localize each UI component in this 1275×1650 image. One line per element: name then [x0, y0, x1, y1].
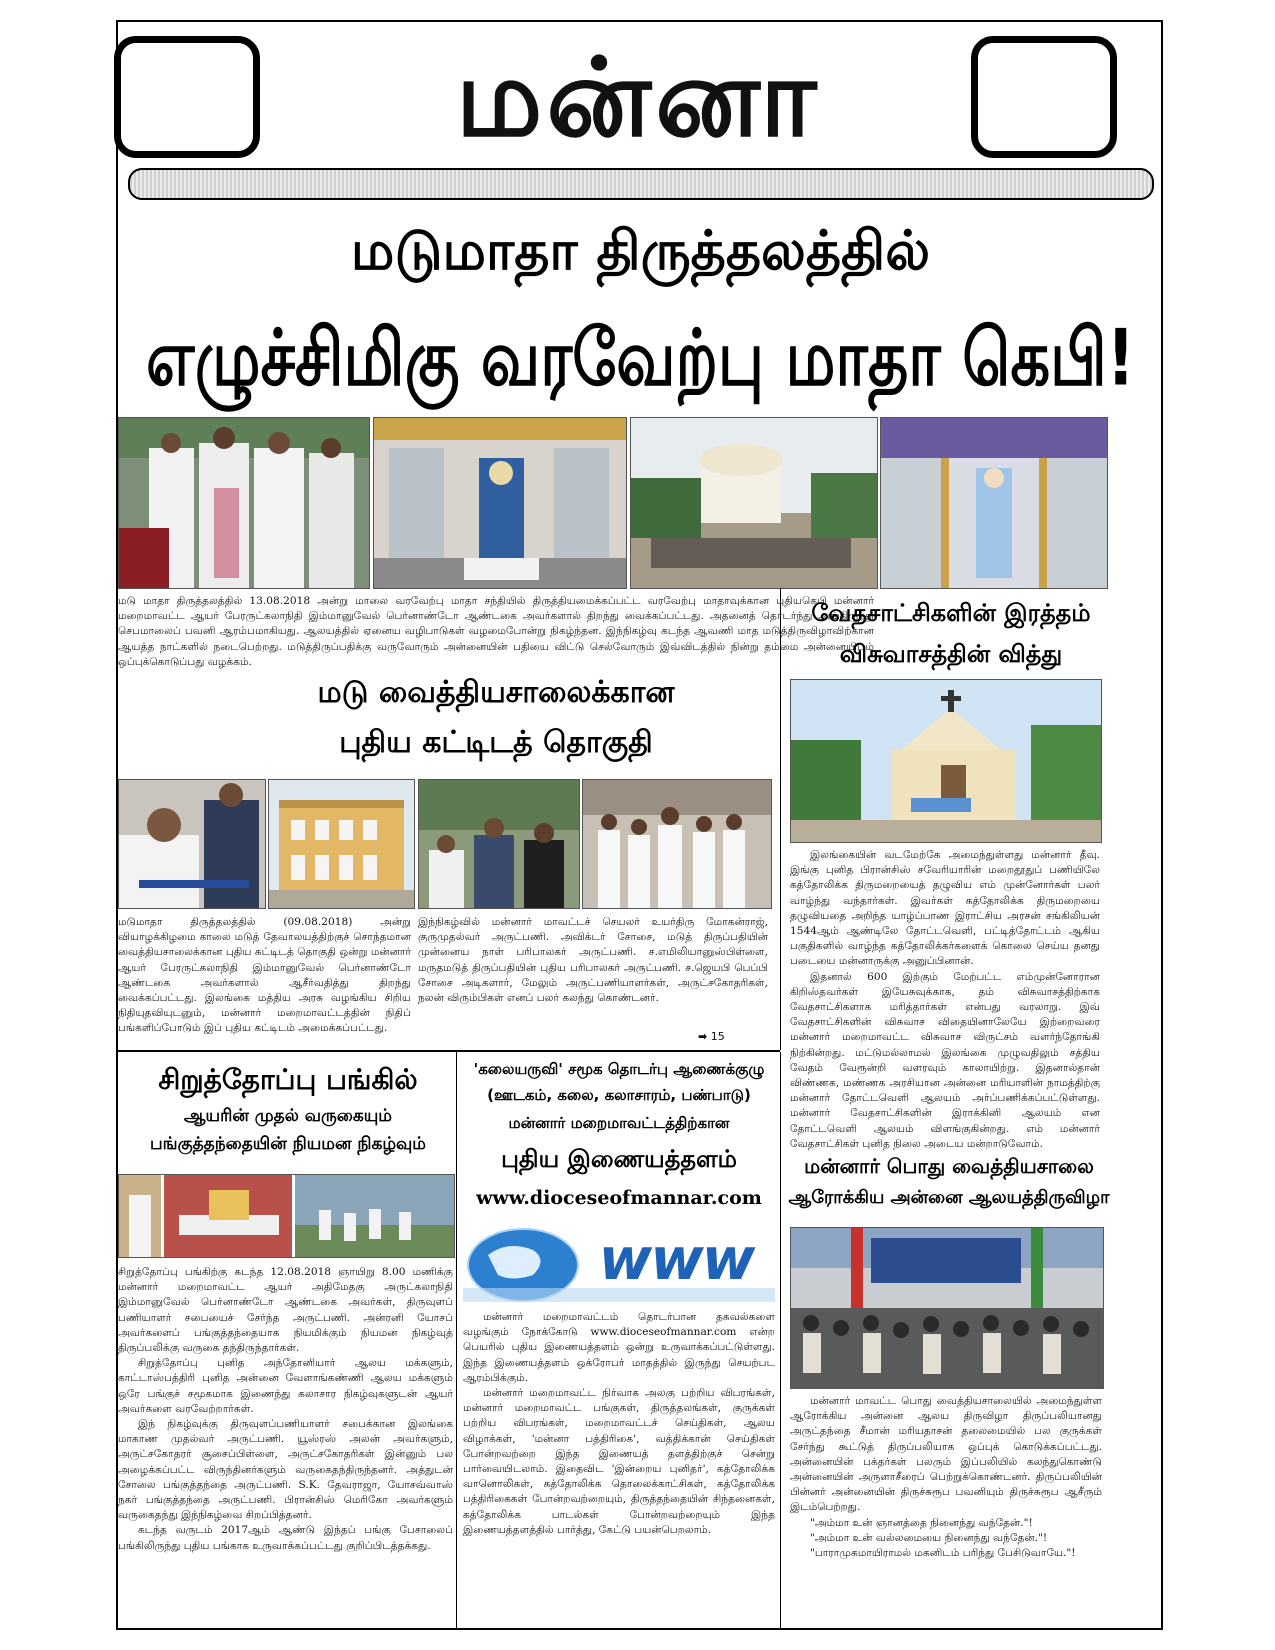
feast-body-paragraph1: மன்னார் மாவட்ட பொது வைத்தியசாலையில் அமைந்துள்ள ஆரோக்கிய அன்னை ஆலய திருவிழா திருப்பலியானது அருட்தந்தை சீமான் மரியதாசன் தலைமையில் பல குருக்கள் சேர்ந்து கூட்டுத் திருப்பலியாக ஒப்புக் கொடுக்கப்பட்டது. அன்னையின் பக்தர்கள் பலரும் இப்பலியில் கலந்துகொண்டு அன்னையின் அருளாசீரைப் பெற்றுக்கொண்டனர். திருப்பலியின் பின்னர் அன்னையின் திருச்சுரூப பவனியும் திருச்சுரூப ஆசீரும் இடம்பெற்றது. [790, 1395, 1102, 1514]
www-globe-graphic [463, 1220, 775, 1302]
lead-headline-line2: எழுச்சிமிகு வரவேற்பு மாதா கெபி! [146, 312, 1135, 404]
lead-body [118, 594, 874, 670]
lead-body-paragraph: மடு மாதா திருத்தலத்தில் 13.08.2018 அன்று மாலை வரவேற்பு மாதா சந்தியில் திருத்தியமைக்கப்பட்ட வரவேற்பு மாதாவுக்கான புதியகெபி மன்னார் மறைமாவட்ட ஆயர் பேரருட்கலாநிதி இம்மானுவேல் பெர்னாண்டோ ஆண்டகை அவர்களால் திறந்து வைக்கப்பட்டது. அதனைத் தொடர்ந்து அங்கிருந்து செபமாலைப் பவனி ஆரம்பமாகியது. ஆலயத்தில் ஏனைய வழிபாடுகள் வழமைபோன்று நிகழ்ந்தன. இந்நிகழ்வு கடந்த ஆவணி மாத மடுத்திருவிழாவிற்கான ஆயத்த நாட்களில் நடைபெற்றது. மடுத்திருப்பதிக்கு வருவோரும் அன்னையின் பதியை விட்டு செல்வோரும் இவ்விடத்தில் நின்று தம்மை அன்னையிடம் ஒப்புக்கொடுப்பது வழக்கம். [118, 595, 874, 668]
feast-quote-3: "பாராமுகமாயிராமல் மகனிடம் பரிந்து பேசிடுவாயே."! [810, 1547, 1076, 1560]
martyrs-photo-church [790, 679, 1102, 843]
martyrs-body-paragraph1: இலங்கையின் வடமேற்கே அமைந்துள்ளது மன்னார் தீவு. இங்கு புனித பிரான்சிஸ் சவேரியாரின் மறைதூதுப் பணியிலே கத்தோலிக்க திருமறையைத் தழுவிய எம் முன்னோர்கள் பலர் வாழ்ந்து வந்தார்கள். இவர்கள் கத்தோலிக்க திருமறையை தழுவியதை அறிந்த யாழ்ப்பாண இராட்சிய அரசன் சங்கிலியன் 1544ஆம் ஆண்டிலே தோட்டவெளி, பட்டித்தோட்டம் ஆகிய பகுதிகளில் வாழ்ந்த கத்தோலிக்கர்களைக் கொலை செய்ய தனது படையை மன்னாருக்கு அனுப்பினான். [790, 849, 1100, 968]
hospital-body-col1 [118, 915, 411, 1037]
feast-headline-line2: ஆரோக்கிய அன்னை ஆலயத்திருவிழா [788, 1187, 1110, 1208]
hospital-photo-nurses [582, 779, 772, 909]
feast-headline-line1: மன்னார் பொது வைத்தியசாலை [804, 1154, 1094, 1178]
website-headline-line2: (ஊடகம், கலை, கலாசாரம், பண்பாடு) [487, 1086, 751, 1104]
parish-body-paragraph2: சிறுத்தோப்பு புனித அந்தோனியார் ஆலய மக்களும், காட்டாஸ்பத்திரி புனித அன்னை வேளாங்கண்ணி ஆலய மக்களும் ஒரே பங்குச் சமூகமாக இணைந்து கலாசார நிகழ்வுகளுடன் ஆயர் அவர்களை வரவேற்றார்கள். [118, 1357, 453, 1415]
parish-subhead-line1: ஆயரின் முதல் வருகையும் [184, 1106, 392, 1126]
website-body-paragraph1: மன்னார் மறைமாவட்டம் தொடர்பான தகவல்களை வழங்கும் நோக்கோடு www.dioceseofmannar.com என்ற பெயரில் புதிய இணையத்தளம் ஒன்று உருவாக்கப்பட்டுள்ளது. இந்த இணையத்தளம் ஒக்ரோபர் மாதத்தில் இருந்து செயற்பட ஆரம்பிக்கும். [463, 1311, 775, 1384]
website-url[interactable]: www.dioceseofmannar.com [476, 1187, 762, 1209]
parish-column-divider [456, 1052, 457, 1630]
hospital-body-col2-text: இந்நிகழ்வில் மன்னார் மாவட்டச் செயலர் உயர்திரு மோகன்ராஜ், குருமுதல்வர் அருட்பணி. அவிக்டர் சோசை, மடுத் திருப்பதியின் முன்னைய நாள் பரிபாலகர் அருட்பணி. ச.எமிலியானுஸ்பிள்ளை, மருதமடுத் திருப்பதியின் புதிய பரிபாலகர் அருட்பணி. ச.ஜெயபி பெப்பி சோசை அடிகளார், மேலும் அருட்பணியாளர்கள், அருட்சகோதரிகள், நலன் விரும்பிகள் எனப் பலர் கலந்து கொண்டனர். [418, 916, 768, 1005]
hospital-body-col2 [418, 915, 768, 1006]
martyrs-body-paragraph2: இதனால் 600 இற்கும் மேற்பட்ட எம்முன்னோரான கிறிஸ்தவர்கள் இயேசுவுக்காக, தம் விசுவாசத்திற்காக வேதசாட்சிகளாக மரித்தார்கள் என்பது வரலாறு. இவ் வேதசாட்சிகளின் விசுவாச விதையினாலேயே இற்றைவரை மன்னார் மறைமாவட்ட விசுவாச விருட்சம் வளர்ந்தோங்கி நிற்கின்றது. மட்டுமல்லாமல் இலங்கை முழுவதிலும் சத்திய வேதம் வேரூன்றி வளரவும் காலாயிற்று. இதனால்தான் விண்ணக, மண்ணக அரசியான அன்னை மரியாளின் நாமத்திற்கு மன்னார் தோட்டவெளி ஆலயம் அர்ப்பணிக்கப்பட்டுள்ளது. மன்னார் வேதசாட்சிகளின் இராக்கினி ஆலயம் என தோட்டவெளி ஆலயம் விளங்குகின்றது. எம் மன்னார் வேதசாட்சிகள் புனித நிலை அடைய மன்றாடுவோம். [790, 970, 1100, 1150]
hospital-headline-line2: புதிய கட்டிடத் தொகுதி [339, 725, 653, 760]
section-divider [118, 1050, 780, 1052]
hospital-photo-prayer [418, 779, 580, 909]
masthead-title: மன்னா [455, 36, 821, 161]
www-graphic-text: www [598, 1225, 754, 1293]
feast-body [790, 1394, 1102, 1561]
martyrs-headline-line2: விசுவாசத்தின் வித்து [839, 640, 1063, 668]
parish-headline: சிறுத்தோப்பு பங்கில் [158, 1063, 418, 1096]
feast-photo [790, 1227, 1104, 1389]
continued-marker [698, 1030, 725, 1043]
lead-photo-shrine [373, 417, 627, 589]
martyrs-body [790, 848, 1100, 1152]
hospital-body-col1-text: மடுமாதா திருத்தலத்தில் (09.08.2018) அன்று வியாழக்கிழமை காலை மடுத் தேவாலயத்திற்குச் சொந்தமான வைத்தியசாலைக்கான புதிய கட்டிடத் தொகுதி ஒன்று மன்னார் ஆயர் பேரருட்கலாநிதி இம்மானுவேல் பெர்னாண்டோ ஆண்டகை அவர்களால் ஆசீர்வதித்து திறந்து வைக்கப்பட்டது. இலங்கை மத்திய அரசு வழங்கிய சிறிய நிதியுதவியுடனும், மன்னார் மறைமாவட்டத்தின் நிதிப் பங்களிப்போடும் இப் புதிய கட்டிடம் அமைக்கப்பட்டது. [118, 916, 411, 1035]
masthead-divider [128, 168, 1154, 200]
masthead-left-box [114, 36, 260, 158]
hospital-photo-ribbon [118, 779, 266, 909]
lead-photo-statue [880, 417, 1108, 589]
parish-subhead-line2: பங்குத்தந்தையின் நியமன நிகழ்வும் [150, 1134, 426, 1154]
parish-photos [118, 1174, 455, 1258]
arrow-right-icon: ➡ [698, 1030, 708, 1043]
website-headline-line4: புதிய இணையத்தளம் [501, 1145, 737, 1173]
martyrs-headline-line1: வேதசாட்சிகளின் இரத்தம் [811, 599, 1091, 627]
parish-body [118, 1265, 453, 1554]
parish-body-paragraph4: கடந்த வருடம் 2017ஆம் ஆண்டு இந்தப் பங்கு பேசாலைப் பங்கிலிருந்து புதிய பங்காக உருவாக்கப்பட்டது குறிப்பிடத்தக்கது. [118, 1524, 453, 1552]
lead-headline-line1: மடுமாதா திருத்தலத்தில் [350, 219, 931, 282]
newspaper-page [116, 20, 1163, 1630]
website-headline-line3: மன்னார் மறைமாவட்டத்திற்கான [508, 1114, 730, 1132]
column-divider [780, 588, 781, 1050]
hospital-headline-line1: மடு வைத்தியசாலைக்கான [317, 675, 675, 710]
website-body [463, 1310, 775, 1538]
parish-body-paragraph1: சிறுத்தோப்பு பங்கிற்கு கடந்த 12.08.2018 ஞாயிறு 8.00 மணிக்கு மன்னார் மறைமாவட்ட ஆயர் அதிமேதகு அருட்கலாநிதி இம்மானுவேல் பெர்னாண்டோ ஆண்டகை அவர்கள், திருவுளப் பணியாளர் சபையைச் சேர்ந்த அருட்பணி. அன்ரனி யோசப் அவர்களைப் பங்குத்தந்தையாக நியமிக்கும் நியமன நிகழ்வுத் திருப்பலிக்கு வருகை தந்திருந்தார்கள். [118, 1266, 453, 1355]
website-column-divider [780, 1052, 781, 1630]
feast-quote-2: "அம்மா உன் வல்லமையை நினைந்து வந்தேன்."! [810, 1531, 1048, 1544]
continued-page-number: 15 [710, 1030, 725, 1043]
lead-photo-bishop [118, 417, 370, 589]
hospital-photo-building [268, 779, 415, 909]
parish-body-paragraph3: இந் நிகழ்வுக்கு திருவுளப்பணியாளர் சபைக்கான இலங்கை மாகாண முதல்வர் அருட்பணி. யூஸ்ரஸ் அலன் அவர்களும், அருட்சகோதரர் சூசைப்பிள்ளை, அருட்சகோதரிகள் இன்னும் பல அழைக்கப்பட்ட விருந்தினர்களும் வருகைதந்திருந்தனர். அத்துடன் சோலை பங்குத்தந்தை அருட்பணி. S.K. தேவராஜா, யோசவ்வாஸ் நகர் பங்குத்தந்தை அருட்பணி. பிரான்சிஸ் மெரிகோ அவர்களும் வருகைதந்து இந்நிகழ்வை சிறப்பித்தனர். [118, 1418, 453, 1522]
lead-photo-crowd [630, 417, 878, 589]
website-body-paragraph2: மன்னார் மறைமாவட்ட நிர்வாக அலகு பற்றிய விபரங்கள், மன்னார் மறைமாவட்ட பங்குகள், திருத்தலங்கள், குருக்கள் பற்றிய விபரங்கள், மறைமாவட்டச் செய்திகள், ஆலய விழாக்கள், 'மன்னா பத்திரிகை', வத்திக்கான் செய்திகள் போன்றவற்றை இந்த இணையத் தளத்திற்குச் சென்று பார்வையிடலாம். இதைவிட 'இன்றைய புனிதர்', கத்தோலிக்க வானொலிகள், கத்தோலிக்க தொலைக்காட்சிகள், கத்தோலிக்க பத்திரிகைகள் போன்றவற்றையும், திருத்தந்தையின் சிந்தனைகள், கத்தோலிக்க பாடல்கள் போன்றவற்றையும் இந்த இணையத்தளத்தில் பார்த்து, கேட்டு பயன்பெறலாம். [463, 1387, 775, 1536]
feast-quote-1: "அம்மா உன் ஞானத்தை நினைந்து வந்தேன்."! [810, 1516, 1033, 1529]
website-headline-line1: 'கலையருவி' சமூக தொடர்பு ஆணைக்குழு [473, 1060, 765, 1078]
